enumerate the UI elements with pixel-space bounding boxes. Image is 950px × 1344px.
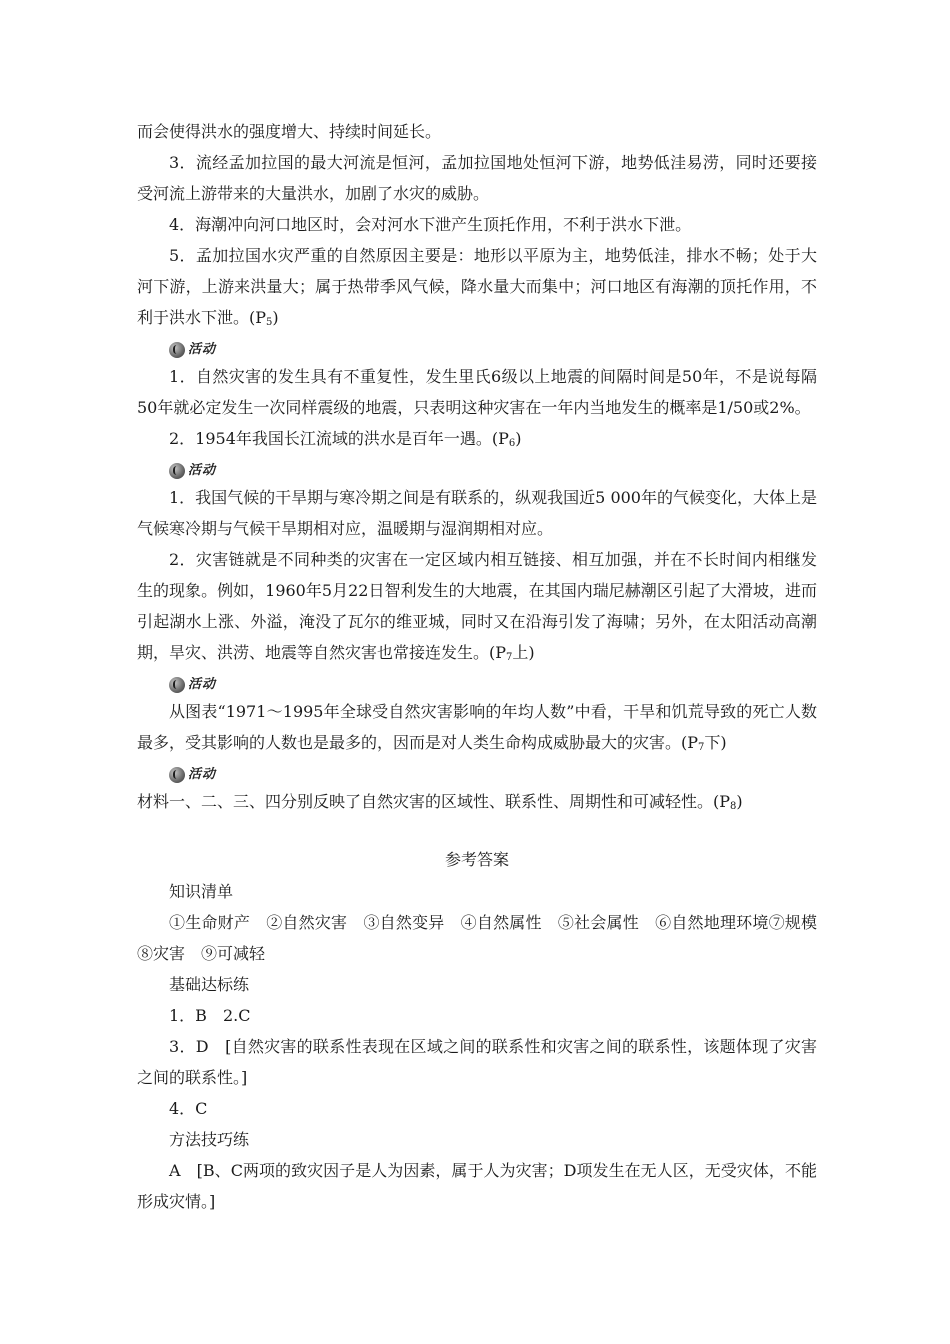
activity4-paragraph: [137, 786, 817, 822]
page-ref-sub: 8: [730, 801, 737, 812]
page-ref-sub: 7: [506, 652, 513, 663]
activity-tag: [169, 460, 817, 482]
knowledge-items: ①生命财产 ②自然灾害 ③自然变异 ④自然属性 ⑤社会属性 ⑥自然地理环境⑦规模 ⑧灾害 ⑨可减轻: [137, 913, 834, 963]
page-ref-sub: 5: [266, 317, 273, 328]
method-heading: 方法技巧练: [169, 1130, 250, 1149]
page-ref-close: 上): [512, 643, 535, 662]
globe-icon: [169, 767, 185, 783]
activity-tag: [169, 339, 817, 361]
activity-tag: [169, 674, 817, 696]
globe-icon: [169, 463, 185, 479]
activity1-paragraph-2: [137, 423, 817, 459]
globe-icon: [169, 342, 185, 358]
page-ref-close: ): [515, 429, 522, 448]
basic-answer-4: 4．C: [169, 1099, 208, 1118]
document-page: [137, 116, 834, 1217]
item-3-paragraph: 3．流经孟加拉国的最大河流是恒河，孟加拉国地处恒河下游，地势低洼易涝，同时还要接受河流上游带来的大量洪水，加剧了水灾的威胁。: [137, 153, 817, 203]
item-5-text: 5．孟加拉国水灾严重的自然原因主要是：地形以平原为主，地势低洼，排水不畅；处于大河下游，上游来洪量大；属于热带季风气候，降水量大而集中；河口地区有海潮的顶托作用，不利于洪水下泄。(P: [137, 246, 817, 327]
activity-label: 活动: [188, 677, 217, 692]
basic-answer-1: 1．B 2.C: [169, 1006, 251, 1025]
answers-title: 参考答案: [444, 850, 509, 869]
basic-heading: 基础达标练: [169, 975, 250, 994]
activity3-paragraph-text: 从图表“1971～1995年全球受自然灾害影响的年均人数”中看，干旱和饥荒导致的死亡人数最多，受其影响的人数也是最多的，因而是对人类生命构成威胁最大的灾害。(P: [137, 702, 817, 752]
page-ref-sub: 6: [508, 438, 516, 449]
activity-label: 活动: [188, 342, 217, 357]
activity1-paragraph-2-text: 2．1954年我国长江流域的洪水是百年一遇。(P: [169, 429, 509, 448]
activity2-paragraph-2: [137, 544, 817, 673]
knowledge-heading: 知识清单: [169, 882, 234, 901]
globe-icon: [169, 677, 185, 693]
activity2-paragraph-2-text: 2．灾害链就是不同种类的灾害在一定区域内相互链接、相互加强，并在不长时间内相继发生的现象。例如，1960年5月22日智利发生的大地震，在其国内瑞尼赫潮区引起了大滑坡，进而引起湖水上涨、外溢，淹没了瓦尔的维亚城，同时又在沿海引发了海啸；另外，在太阳活动高潮期，旱灾、洪涝、地震等自然灾害也常接连发生。(P: [137, 550, 817, 662]
activity2-paragraph-1: 1．我国气候的干旱期与寒冷期之间是有联系的，纵观我国近5 000年的气候变化，大体上是气候寒冷期与气候干旱期相对应，温暖期与湿润期相对应。: [137, 488, 817, 538]
basic-answer-3: 3．D [自然灾害的联系性表现在区域之间的联系性和灾害之间的联系性，该题体现了灾害之间的联系性。]: [137, 1037, 817, 1087]
page-ref-close: ): [736, 792, 743, 811]
activity3-paragraph: [137, 696, 817, 763]
page-ref-close: 下): [704, 733, 727, 752]
activity-tag: [169, 764, 817, 786]
activity1-paragraph-1: 1．自然灾害的发生具有不重复性，发生里氏6级以上地震的间隔时间是50年，不是说每隔50年就必定发生一次同样震级的地震，只表明这种灾害在一年内当地发生的概率是1/50或2%。: [137, 367, 817, 417]
activity-label: 活动: [188, 463, 217, 478]
activity-label: 活动: [188, 767, 217, 782]
page-ref-sub: 7: [698, 742, 705, 753]
activity4-paragraph-text: 材料一、二、三、四分别反映了自然灾害的区域性、联系性、周期性和可减轻性。(P: [137, 792, 731, 811]
item-5-paragraph: [137, 240, 817, 338]
intro-tail-paragraph: 而会使得洪水的强度增大、持续时间延长。: [137, 122, 442, 141]
page-ref-close: ): [272, 308, 279, 327]
method-answer: A [B、C两项的致灾因子是人为因素，属于人为灾害；D项发生在无人区，无受灾体，不能形成灾情。]: [137, 1161, 817, 1211]
item-4-paragraph: 4．海潮冲向河口地区时，会对河水下泄产生顶托作用，不利于洪水下泄。: [169, 215, 692, 234]
